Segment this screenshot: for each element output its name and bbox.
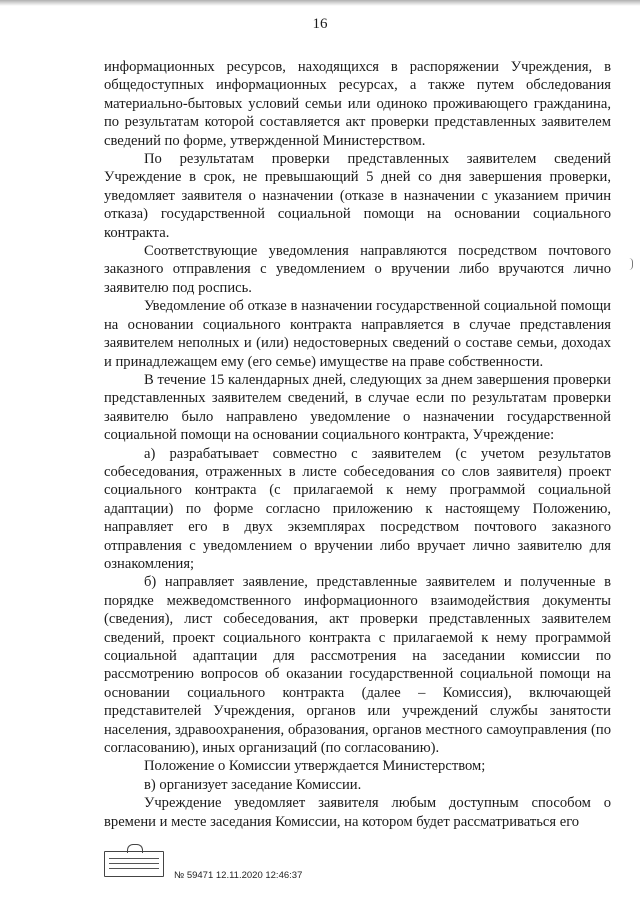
paragraph-1: информационных ресурсов, находящихся в распоряжении Учреждения, в общедоступных информационных ресурсах, а также путем обследования материально-бытовых условий семьи или одиноко проживающего гражданина, по результатам которой составляется акт проверки представленных заявителем сведений по форме, утвержденной Министерством. xyxy=(104,59,611,149)
stamp-line xyxy=(109,863,159,864)
paragraph-8: Положение о Комиссии утверждается Министерством; xyxy=(144,758,486,775)
building-stamp-icon xyxy=(104,851,164,877)
stamp-line xyxy=(109,858,159,859)
paragraph-7: б) направляет заявление, представленные заявителем и полученные в порядке межведомственного информационного взаимодействия документы (сведения), лист собеседования, акт проверки представленных заявителем сведений, проект социального контракта с прилагаемой к нему программой социальной адаптации для рассмотрения на заседании комиссии по рассмотрению вопросов об оказании государственной социальной помощи на основании социального контракта (далее – Комиссия), включающей представителей Учреждения, органов или учреждений службы занятости населения, здравоохранения, образования, органов местного самоуправления (по согласованию), иных организаций (по согласованию). xyxy=(104,574,611,757)
paragraph-6: а) разрабатывает совместно с заявителем (с учетом результатов собеседования, отраженных в листе собеседования со слов заявителя) проект социального контракта (с прилагаемой к нему программой социальной адаптации) по форме согласно приложению к настоящему Положению, направляет его в двух экземплярах посредством почтового заказного отправления с уведомлением о вручении либо вручает лично заявителю для ознакомления; xyxy=(104,445,611,572)
paragraph-4: Уведомление об отказе в назначении государственной социальной помощи на основании социального контракта направляется в случае представления заявителем неполных и (или) недостоверных сведений о составе семьи, доходах и принадлежащем ему (его семье) имуществе на праве собственности. xyxy=(104,298,611,370)
paragraph-10: Учреждение уведомляет заявителя любым доступным способом о времени и месте заседания Комиссии, на котором будет рассматриваться его xyxy=(104,795,611,830)
paragraph-3: Соответствующие уведомления направляются посредством почтового заказного отправления с уведомлением о вручении либо вручаются лично заявителю под роспись. xyxy=(104,243,611,296)
scan-top-edge xyxy=(0,0,640,6)
document-registration-number: № 59471 12.11.2020 12:46:37 xyxy=(174,870,303,881)
margin-bracket-mark xyxy=(628,258,633,270)
document-body xyxy=(104,58,611,831)
paragraph-9: в) организует заседание Комиссии. xyxy=(144,776,362,793)
paragraph-2: По результатам проверки представленных заявителем сведений Учреждение в срок, не превышающий 5 дней со дня завершения проверки, уведомляет заявителя о назначении (отказе в назначении с указанием причин отказа) государственной социальной помощи на основании социального контракта. xyxy=(104,151,611,241)
paragraph-5: В течение 15 календарных дней, следующих за днем завершения проверки представленных заявителем сведений, в случае если по результатам проверки заявителю было направлено уведомление о назначении государственной социальной помощи на основании социального контракта, Учреждение: xyxy=(104,371,611,444)
stamp-tower xyxy=(127,844,143,853)
stamp-line xyxy=(109,868,159,869)
page-number: 16 xyxy=(312,16,328,32)
